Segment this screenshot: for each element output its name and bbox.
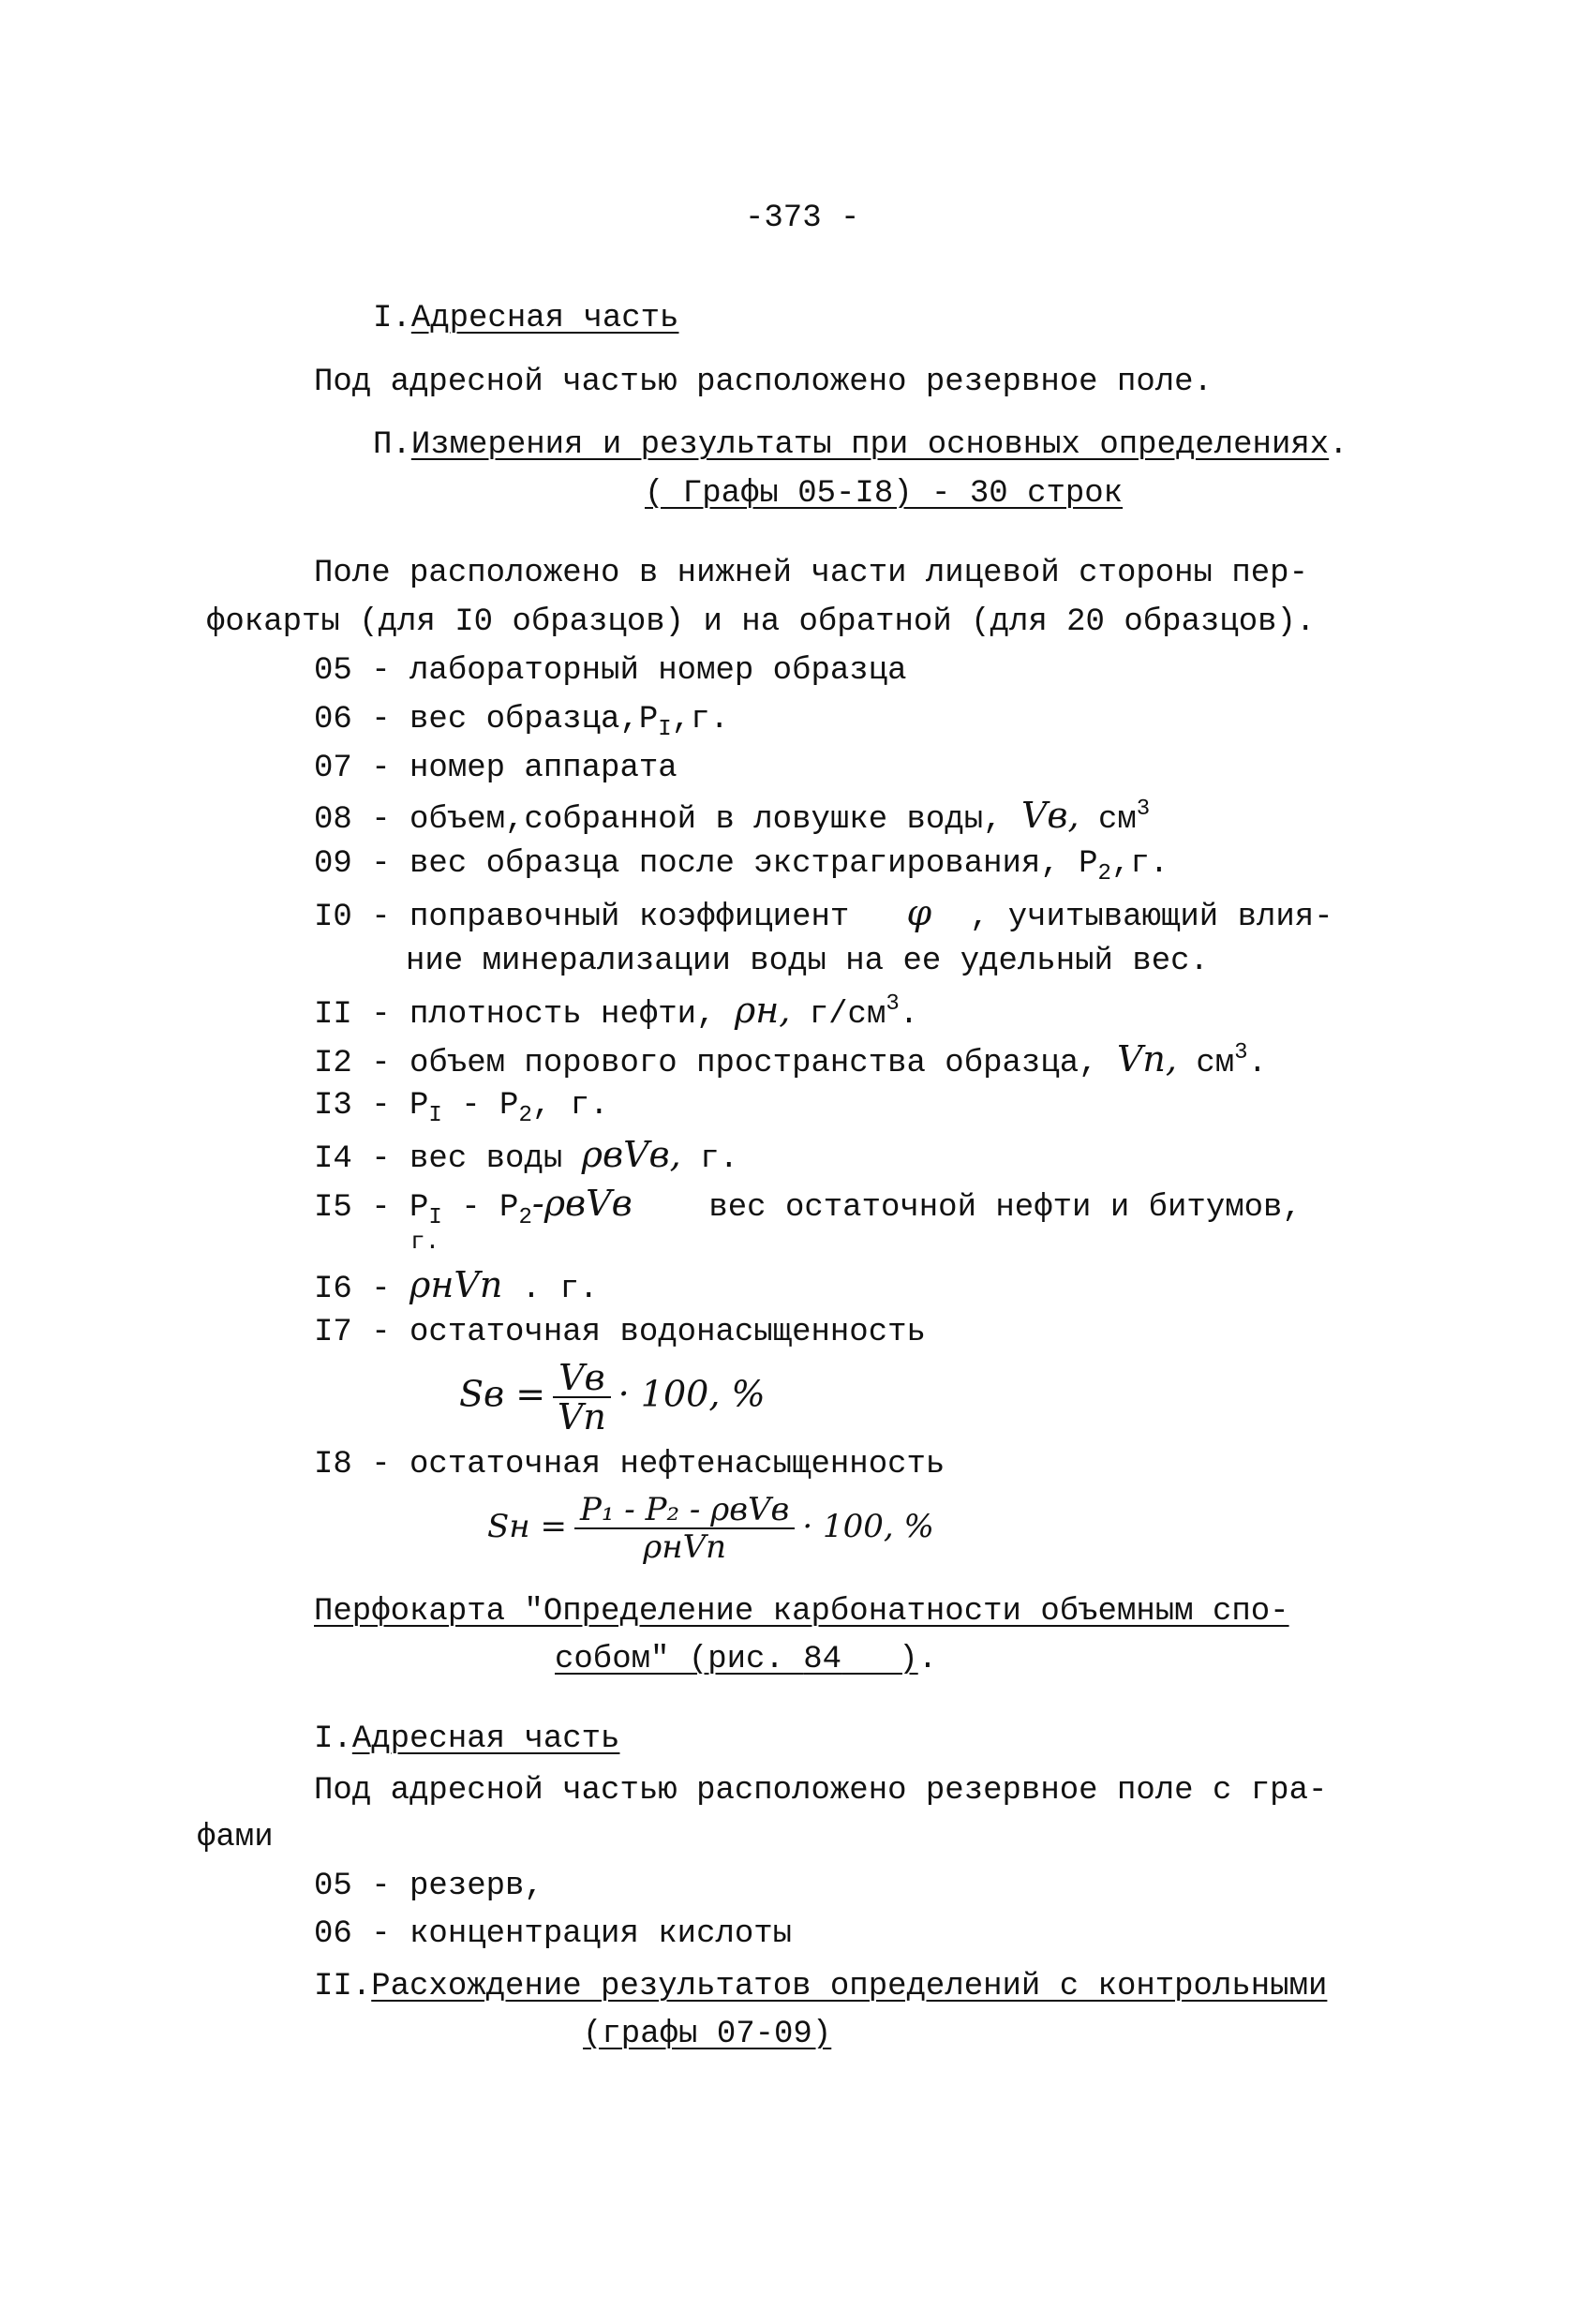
section-3-heading [314, 1719, 619, 1760]
text: 08 - объем,собранной в ловушке воды, [314, 802, 1003, 838]
text: I2 - объем порового пространства образца, [314, 1046, 1098, 1081]
list-item-13 [314, 1085, 608, 1126]
math: φ [906, 892, 932, 933]
heading-text: Адресная часть [351, 1721, 620, 1757]
superscript: 3 [1136, 797, 1151, 822]
list-item-06 [314, 699, 729, 740]
text: 09 - вес образца после экстрагирования, Р [314, 846, 1098, 882]
heading-text: Измерения и результаты при основных определениях [410, 427, 1330, 463]
text: ,г. [1110, 846, 1169, 882]
text: I3 - Р [314, 1088, 429, 1124]
section-2-heading [373, 425, 1348, 466]
subscript: I [428, 1205, 442, 1230]
list-item-15 [314, 1183, 1302, 1229]
paragraph-line: Поле расположено в нижней части лицевой стороны пер- [314, 556, 1308, 591]
list-item-06: 06 - концентрация кислоты [314, 1916, 793, 1952]
text: 06 - вес образца,Р [314, 702, 659, 737]
list-item-14 [314, 1134, 738, 1180]
fraction [574, 1492, 795, 1565]
list-item-05: 05 - резерв, [314, 1869, 543, 1904]
text: I0 - поправочный коэффициент [314, 900, 850, 935]
text: I4 - вес воды [314, 1141, 563, 1177]
superscript: 3 [1234, 1040, 1248, 1065]
heading-text: Расхождение результатов определений с контрольными [371, 1969, 1328, 2004]
math: ρн, [734, 990, 791, 1031]
text: - Р [441, 1088, 519, 1124]
numerator: Vв [553, 1359, 611, 1398]
text: . [899, 997, 919, 1033]
section-4-subheading: (графы 07-09) [583, 2017, 832, 2052]
formula-lhs: Sн = [487, 1508, 567, 1545]
list-item-16 [314, 1264, 598, 1310]
denominator: ρнVп [643, 1528, 727, 1566]
text: , г. [531, 1088, 609, 1124]
card-title-line2 [555, 1639, 937, 1680]
text: вес остаточной нефти и битумов, [708, 1190, 1302, 1226]
heading-number: I. [373, 301, 411, 336]
section-1-text: Под адресной частью расположено резервное поле. [314, 365, 1213, 400]
subscript: 2 [1097, 861, 1111, 886]
fraction [553, 1359, 611, 1436]
text: см [1097, 802, 1137, 838]
formula-lhs: Sв = [459, 1373, 546, 1415]
formula-rhs: · 100, % [618, 1373, 766, 1415]
subscript: I [428, 1103, 442, 1128]
text: г. [700, 1141, 738, 1177]
text: ) [841, 1642, 918, 1677]
list-item-10-continued: ние минерализации воды на ее удельный вес. [406, 944, 1209, 979]
list-item-10 [314, 892, 1333, 938]
text: II - плотность нефти, [314, 997, 716, 1033]
list-item-15-unit: г. [410, 1228, 440, 1256]
text: . г. [521, 1272, 599, 1307]
section-3-text: Под адресной частью расположено резервное поле с гра- [314, 1773, 1328, 1809]
numerator: P₁ - P₂ - ρвVв [574, 1492, 795, 1529]
subscript: 2 [518, 1205, 532, 1230]
text: см [1196, 1046, 1235, 1081]
formula-oil-saturation [487, 1492, 934, 1565]
text: . [1247, 1046, 1267, 1081]
subscript: 2 [518, 1103, 532, 1128]
text: ,г. [671, 702, 729, 737]
superscript: 3 [886, 991, 900, 1017]
list-item-08 [314, 795, 1150, 841]
math: Vв, [1020, 795, 1079, 836]
heading-dot: . [1329, 427, 1348, 463]
text: собом" (рис. [555, 1642, 804, 1677]
page-number: -373 - [745, 201, 860, 236]
figure-number: 84 [803, 1642, 842, 1677]
list-item-07: 07 - номер аппарата [314, 751, 677, 786]
section-3-text-cont: фами [197, 1820, 274, 1855]
text: г/см [809, 997, 886, 1033]
card-title-line1: Перфокарта "Определение карбонатности объемным спо- [314, 1594, 1289, 1630]
math: Vп, [1116, 1038, 1177, 1080]
text: I6 - [314, 1272, 391, 1307]
list-item-17: I7 - остаточная водонасыщенность [314, 1315, 926, 1350]
list-item-09 [314, 843, 1169, 885]
list-item-11 [314, 990, 918, 1035]
text: - Р [441, 1190, 519, 1226]
math: ρвVв, [581, 1134, 681, 1175]
math: ρнVп [409, 1264, 503, 1305]
text: . [917, 1642, 938, 1677]
heading-text: Адресная часть [410, 301, 679, 336]
heading-number: II. [314, 1969, 372, 2004]
formula-rhs: · 100, % [802, 1508, 934, 1545]
list-item-12 [314, 1038, 1267, 1084]
section-2-subheading: ( Графы 05-I8) - 30 строк [645, 476, 1124, 512]
formula-water-saturation [459, 1359, 766, 1436]
text: , учитывающий влия- [969, 900, 1333, 935]
paragraph-line: фокарты (для I0 образцов) и на обратной (для 20 образцов). [206, 604, 1316, 640]
section-4-heading [314, 1966, 1327, 2007]
list-item-18: I8 - остаточная нефтенасыщенность [314, 1447, 945, 1482]
heading-number: I. [314, 1721, 352, 1757]
heading-number: П. [373, 427, 411, 463]
text: I5 - Р [314, 1190, 429, 1226]
list-item-05: 05 - лабораторный номер образца [314, 653, 907, 689]
subscript: I [658, 717, 672, 742]
section-1-heading [373, 298, 678, 339]
math: -ρвVв [531, 1183, 633, 1224]
denominator: Vп [557, 1396, 606, 1438]
